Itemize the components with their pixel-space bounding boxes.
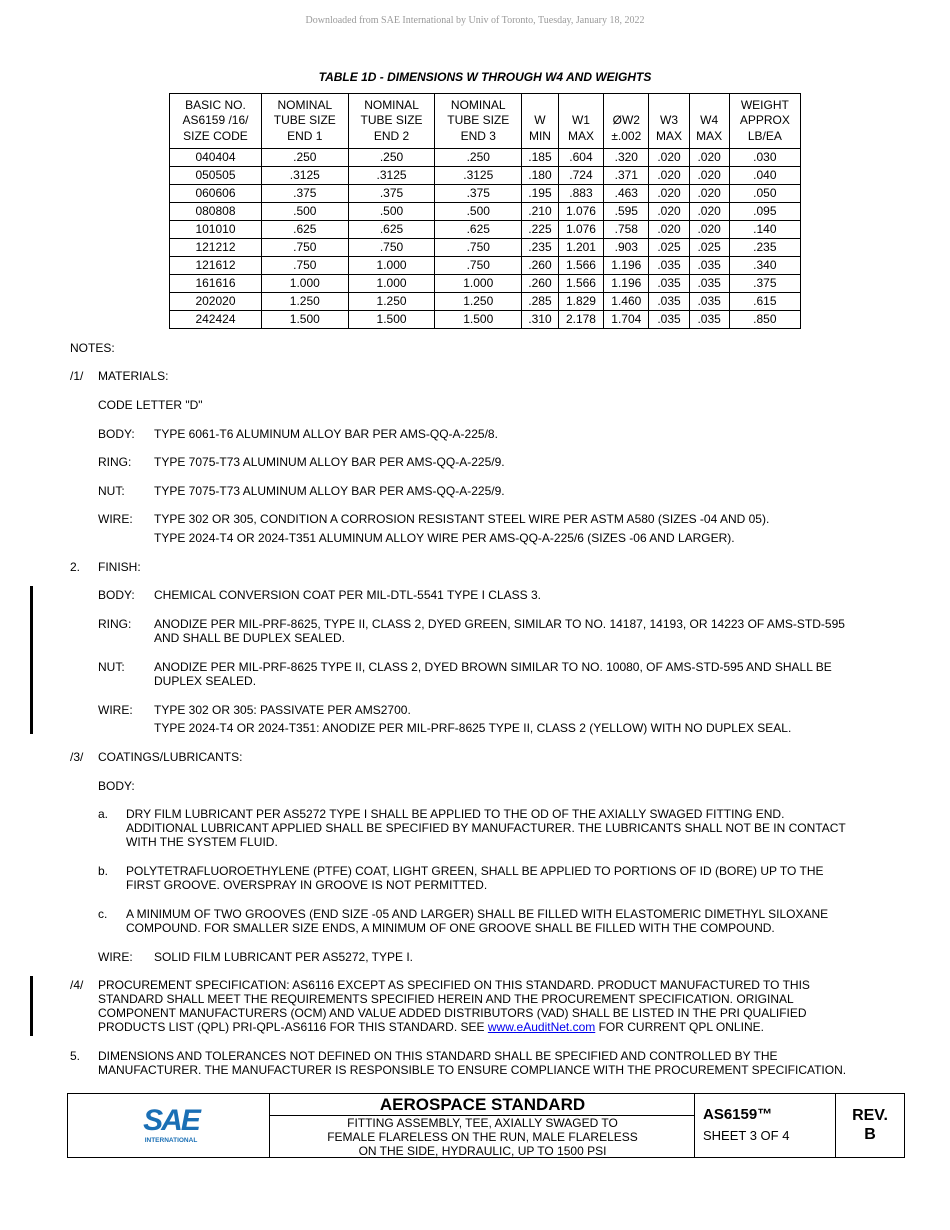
table-cell: 101010 xyxy=(170,221,262,239)
table-cell: .020 xyxy=(689,221,729,239)
item-text: ANODIZE PER MIL-PRF-8625 TYPE II, CLASS 2, DYED BROWN SIMILAR TO NO. 10080, OF AMS-STD-595 AND SHALL BE xyxy=(154,660,832,674)
table-cell: .020 xyxy=(689,149,729,167)
item-text: TYPE 6061-T6 ALUMINUM ALLOY BAR PER AMS-QQ-A-225/8. xyxy=(154,427,498,441)
table-cell: .500 xyxy=(261,203,348,221)
item-label: WIRE: xyxy=(98,703,133,717)
header-line: ØW2 xyxy=(612,113,640,128)
table-row xyxy=(170,311,801,329)
table-cell: .225 xyxy=(522,221,559,239)
sub-item-label: c. xyxy=(98,907,108,921)
item-text: PRODUCTS LIST (QPL) PRI-QPL-AS6116 FOR THIS STANDARD. SEE xyxy=(98,1020,488,1034)
item-text: ANODIZE PER MIL-PRF-8625, TYPE II, CLASS 2, DYED GREEN, SIMILAR TO NO. 14187, 14193, OR 14223 OF AMS-STD-595 xyxy=(154,617,845,631)
column-header xyxy=(558,94,603,149)
table-cell: 1.704 xyxy=(604,311,649,329)
header-line: MAX xyxy=(567,128,594,143)
table-cell: .260 xyxy=(522,257,559,275)
item-text: TYPE 302 OR 305, CONDITION A CORROSION RESISTANT STEEL WIRE PER ASTM A580 (SIZES -04 AND 05). xyxy=(154,512,770,526)
item-text: COMPONENT MANUFACTURERS (OCM) AND VALUE ADDED DISTRIBUTORS (VAD) SHALL BE LISTED IN THE PRI QUALIFIED xyxy=(98,1006,807,1020)
column-header xyxy=(649,94,689,149)
table-cell: .371 xyxy=(604,167,649,185)
table-cell: .020 xyxy=(649,203,689,221)
table-cell: .625 xyxy=(261,221,348,239)
table-cell: .020 xyxy=(689,185,729,203)
table-cell: 1.250 xyxy=(348,293,435,311)
item-label: NUT: xyxy=(98,484,125,498)
header-line: TUBE SIZE xyxy=(447,113,510,128)
table-cell: .095 xyxy=(729,203,800,221)
table-cell: 1.196 xyxy=(604,257,649,275)
description-line: FEMALE FLARELESS ON THE RUN, MALE FLARELESS xyxy=(327,1130,638,1144)
sheet-number: SHEET 3 OF 4 xyxy=(703,1128,790,1143)
table-cell: .250 xyxy=(261,149,348,167)
note-number: 5. xyxy=(70,1049,81,1063)
table-cell: .615 xyxy=(729,293,800,311)
table-cell: .260 xyxy=(522,275,559,293)
item-text: STANDARD SHALL MEET THE REQUIREMENTS SPECIFIED HEREIN AND THE PROCUREMENT SPECIFICATION. ORIGINAL xyxy=(98,992,794,1006)
column-header xyxy=(729,94,800,149)
table-title: TABLE 1D - DIMENSIONS W THROUGH W4 AND WEIGHTS xyxy=(318,70,652,84)
dimensions-table xyxy=(169,93,801,329)
table-cell: .235 xyxy=(729,239,800,257)
table-cell: 060606 xyxy=(170,185,262,203)
table-cell: 080808 xyxy=(170,203,262,221)
table-cell: .180 xyxy=(522,167,559,185)
table-cell: 1.460 xyxy=(604,293,649,311)
header-line: W xyxy=(534,113,546,128)
item-text: TYPE 302 OR 305: PASSIVATE PER AMS2700. xyxy=(154,703,411,717)
header-line xyxy=(692,98,727,114)
table-cell: .625 xyxy=(435,221,522,239)
note-number: /4/ xyxy=(70,978,84,992)
table-cell: .195 xyxy=(522,185,559,203)
revision-value: B xyxy=(864,1126,876,1143)
table-cell: 1.566 xyxy=(558,275,603,293)
note-title: COATINGS/LUBRICANTS: xyxy=(98,750,243,764)
header-line: MAX xyxy=(696,128,723,143)
table-cell: .850 xyxy=(729,311,800,329)
table-cell: .235 xyxy=(522,239,559,257)
header-line: SIZE CODE xyxy=(183,128,248,143)
table-cell: 2.178 xyxy=(558,311,603,329)
table-row xyxy=(170,167,801,185)
sae-logo-text: SAE xyxy=(143,1104,199,1137)
table-cell: .030 xyxy=(729,149,800,167)
note-number: 2. xyxy=(70,560,81,574)
table-cell: .883 xyxy=(558,185,603,203)
header-line xyxy=(524,98,556,114)
note-number: /1/ xyxy=(70,369,84,383)
item-label: BODY: xyxy=(98,779,135,793)
table-cell: 1.250 xyxy=(435,293,522,311)
table-cell: 121612 xyxy=(170,257,262,275)
header-line: END 2 xyxy=(373,128,410,143)
table-cell: .595 xyxy=(604,203,649,221)
table-cell: .035 xyxy=(649,257,689,275)
revision-bar xyxy=(30,586,33,734)
table-cell: .040 xyxy=(729,167,800,185)
header-line: W1 xyxy=(571,113,590,128)
item-text: ADDITIONAL LUBRICANT APPLIED SHALL BE SPECIFIED BY MANUFACTURER. THE LUBRICANTS SHALL NOT BE IN CONTACT xyxy=(126,821,846,835)
table-cell: .035 xyxy=(689,275,729,293)
item-label: RING: xyxy=(98,617,132,631)
header-line: MIN xyxy=(528,128,551,143)
table-row xyxy=(170,185,801,203)
column-header xyxy=(522,94,559,149)
item-text: SOLID FILM LUBRICANT PER AS5272, TYPE I. xyxy=(154,950,413,964)
item-text: TYPE 7075-T73 ALUMINUM ALLOY BAR PER AMS-QQ-A-225/9. xyxy=(154,455,505,469)
item-text: TYPE 7075-T73 ALUMINUM ALLOY BAR PER AMS-QQ-A-225/9. xyxy=(154,484,505,498)
table-cell: .140 xyxy=(729,221,800,239)
table-row xyxy=(170,221,801,239)
description-line: FITTING ASSEMBLY, TEE, AXIALLY SWAGED TO xyxy=(347,1116,618,1130)
table-cell: .750 xyxy=(261,239,348,257)
table-cell: .903 xyxy=(604,239,649,257)
table-cell: .185 xyxy=(522,149,559,167)
table-cell: 050505 xyxy=(170,167,262,185)
table-cell: 1.250 xyxy=(261,293,348,311)
table-cell: .035 xyxy=(649,275,689,293)
table-cell: .375 xyxy=(435,185,522,203)
table-cell: 1.000 xyxy=(261,275,348,293)
table-cell: .020 xyxy=(649,221,689,239)
item-text: PROCUREMENT SPECIFICATION: AS6116 EXCEPT AS SPECIFIED ON THIS STANDARD. PRODUCT MANUFACTURED TO THIS xyxy=(98,978,810,992)
header-line: END 1 xyxy=(287,128,323,143)
revision xyxy=(836,1106,904,1144)
item-text: MANUFACTURER. THE MANUFACTURER IS RESPONSIBLE TO ENSURE COMPLIANCE WITH THE PROCUREMENT SPECIFICATION. xyxy=(98,1063,847,1077)
item-text: FOR CURRENT QPL ONLINE. xyxy=(595,1020,764,1034)
sae-logo xyxy=(138,1102,204,1144)
table-cell: .750 xyxy=(261,257,348,275)
column-header xyxy=(435,94,522,149)
table-cell: .375 xyxy=(348,185,435,203)
header-line: WEIGHT xyxy=(740,97,789,112)
table-cell: .724 xyxy=(558,167,603,185)
table-cell: .035 xyxy=(689,311,729,329)
table-cell: .463 xyxy=(604,185,649,203)
table-cell: .020 xyxy=(649,185,689,203)
item-text: FIRST GROOVE. OVERSPRAY IN GROOVE IS NOT PERMITTED. xyxy=(126,878,488,892)
table-cell: .3125 xyxy=(261,167,348,185)
table-cell: .035 xyxy=(649,293,689,311)
table-cell: .3125 xyxy=(348,167,435,185)
table-cell: .020 xyxy=(689,203,729,221)
revision-cell xyxy=(835,1094,904,1157)
column-header xyxy=(689,94,729,149)
table-cell: 161616 xyxy=(170,275,262,293)
item-text: POLYTETRAFLUOROETHYLENE (PTFE) COAT, LIGHT GREEN, SHALL BE APPLIED TO PORTIONS OF ID (BORE) UP TO THE xyxy=(126,864,824,878)
column-header xyxy=(348,94,435,149)
standard-title-cell xyxy=(269,1094,695,1157)
header-line: NOMINAL xyxy=(450,97,506,112)
table-cell: .604 xyxy=(558,149,603,167)
table-cell: .375 xyxy=(261,185,348,203)
item-label: BODY: xyxy=(98,427,135,441)
header-line: TUBE SIZE xyxy=(273,113,336,128)
table-cell: 1.000 xyxy=(348,275,435,293)
header-line xyxy=(561,98,601,114)
item-text: A MINIMUM OF TWO GROOVES (END SIZE -05 AND LARGER) SHALL BE FILLED WITH ELASTOMERIC DIMETHYL SILOXANE xyxy=(126,907,829,921)
table-row xyxy=(170,149,801,167)
table-cell: .025 xyxy=(649,239,689,257)
revision-bar xyxy=(30,976,33,1036)
header-line: END 3 xyxy=(460,128,496,143)
column-header xyxy=(170,94,262,149)
sae-logo-subtext: INTERNATIONAL xyxy=(144,1137,198,1144)
header-line xyxy=(606,98,646,114)
column-header xyxy=(604,94,649,149)
table-cell: .210 xyxy=(522,203,559,221)
table-cell: 121212 xyxy=(170,239,262,257)
table-cell: 1.500 xyxy=(261,311,348,329)
item-text: WITH THE SYSTEM FLUID. xyxy=(126,835,278,849)
notes-heading: NOTES: xyxy=(70,341,115,355)
table-cell: 1.000 xyxy=(435,275,522,293)
table-cell: .035 xyxy=(689,257,729,275)
item-label: NUT: xyxy=(98,660,125,674)
header-line: LB/EA xyxy=(747,128,782,143)
note-title: MATERIALS: xyxy=(98,369,169,383)
table-cell: .758 xyxy=(604,221,649,239)
table-cell: .020 xyxy=(689,167,729,185)
table-cell: .285 xyxy=(522,293,559,311)
table-cell: .750 xyxy=(435,257,522,275)
header-line: NOMINAL xyxy=(277,97,333,112)
note-title: FINISH: xyxy=(98,560,141,574)
sub-item-label: b. xyxy=(98,864,109,878)
title-block xyxy=(67,1093,905,1158)
table-cell: 1.500 xyxy=(435,311,522,329)
header-line: AS6159 /16/ xyxy=(182,113,249,128)
table-cell: 1.566 xyxy=(558,257,603,275)
table-cell: .500 xyxy=(435,203,522,221)
table-cell: .500 xyxy=(348,203,435,221)
note-number: /3/ xyxy=(70,750,84,764)
table-cell: .025 xyxy=(689,239,729,257)
eauditnet-link[interactable]: www.eAuditNet.com xyxy=(487,1020,596,1034)
standard-title: AEROSPACE STANDARD xyxy=(270,1094,695,1116)
description-line: ON THE SIDE, HYDRAULIC, UP TO 1500 PSI xyxy=(358,1144,607,1158)
table-cell: .250 xyxy=(348,149,435,167)
table-cell: .035 xyxy=(689,293,729,311)
table-cell: 1.000 xyxy=(348,257,435,275)
table-cell: .625 xyxy=(348,221,435,239)
table-cell: 1.500 xyxy=(348,311,435,329)
qpl-line xyxy=(98,1020,764,1034)
table-cell: .320 xyxy=(604,149,649,167)
table-cell: .310 xyxy=(522,311,559,329)
table-cell: 1.076 xyxy=(558,203,603,221)
table-row xyxy=(170,257,801,275)
header-line xyxy=(651,98,686,114)
table-cell: 1.829 xyxy=(558,293,603,311)
item-text: TYPE 2024-T4 OR 2024-T351 ALUMINUM ALLOY WIRE PER AMS-QQ-A-225/6 (SIZES -06 AND LARGER). xyxy=(154,531,735,545)
table-cell: .050 xyxy=(729,185,800,203)
item-text: DIMENSIONS AND TOLERANCES NOT DEFINED ON THIS STANDARD SHALL BE SPECIFIED AND CONTROLLED BY THE xyxy=(98,1049,778,1063)
code-letter: CODE LETTER "D" xyxy=(98,398,203,412)
table-cell: .340 xyxy=(729,257,800,275)
header-line: NOMINAL xyxy=(364,97,419,112)
item-text: TYPE 2024-T4 OR 2024-T351: ANODIZE PER MIL-PRF-8625 TYPE II, CLASS 2 (YELLOW) WITH NO DUPLEX SEAL. xyxy=(154,721,792,735)
table-header-row xyxy=(170,94,801,149)
item-text: AND SHALL BE DUPLEX SEALED. xyxy=(154,631,345,645)
document-number-cell xyxy=(694,1094,836,1157)
table-cell: .3125 xyxy=(435,167,522,185)
header-line: W3 xyxy=(660,113,679,128)
item-text: CHEMICAL CONVERSION COAT PER MIL-DTL-5541 TYPE I CLASS 3. xyxy=(154,588,541,602)
item-text: COMPOUND. FOR SMALLER SIZE ENDS, A MINIMUM OF ONE GROOVE SHALL BE FILLED WITH THE COMPOUND. xyxy=(126,921,775,935)
revision-label: REV. xyxy=(852,1107,888,1124)
table-row xyxy=(170,275,801,293)
table-cell: .750 xyxy=(435,239,522,257)
table-cell: 1.196 xyxy=(604,275,649,293)
header-line: ±.002 xyxy=(611,128,642,143)
header-line: TUBE SIZE xyxy=(360,113,423,128)
item-label: RING: xyxy=(98,455,132,469)
column-header xyxy=(261,94,348,149)
table-cell: .020 xyxy=(649,167,689,185)
logo-cell xyxy=(68,1094,269,1157)
standard-description xyxy=(270,1116,695,1158)
table-cell: 202020 xyxy=(170,293,262,311)
item-text: DRY FILM LUBRICANT PER AS5272 TYPE I SHALL BE APPLIED TO THE OD OF THE AXIALLY SWAGED FITTING END. xyxy=(126,807,785,821)
header-line: MAX xyxy=(656,128,683,143)
header-line: BASIC NO. xyxy=(185,97,246,112)
table-cell: 040404 xyxy=(170,149,262,167)
item-label: WIRE: xyxy=(98,512,133,526)
header-line: W4 xyxy=(700,113,719,128)
download-watermark: Downloaded from SAE International by Univ of Toronto, Tuesday, January 18, 2022 xyxy=(305,15,645,26)
table-cell: .035 xyxy=(649,311,689,329)
table-cell: .375 xyxy=(729,275,800,293)
table-row xyxy=(170,239,801,257)
table-body xyxy=(170,149,801,329)
header-line: APPROX xyxy=(739,113,790,128)
table-cell: .750 xyxy=(348,239,435,257)
item-label: WIRE: xyxy=(98,950,133,964)
table-row xyxy=(170,203,801,221)
item-label: BODY: xyxy=(98,588,135,602)
table-cell: .250 xyxy=(435,149,522,167)
document-number: AS6159™ xyxy=(703,1106,773,1123)
sub-item-label: a. xyxy=(98,807,109,821)
table-cell: 242424 xyxy=(170,311,262,329)
item-text: DUPLEX SEALED. xyxy=(154,674,257,688)
table-cell: .020 xyxy=(649,149,689,167)
table-cell: 1.076 xyxy=(558,221,603,239)
table-cell: 1.201 xyxy=(558,239,603,257)
table-row xyxy=(170,293,801,311)
